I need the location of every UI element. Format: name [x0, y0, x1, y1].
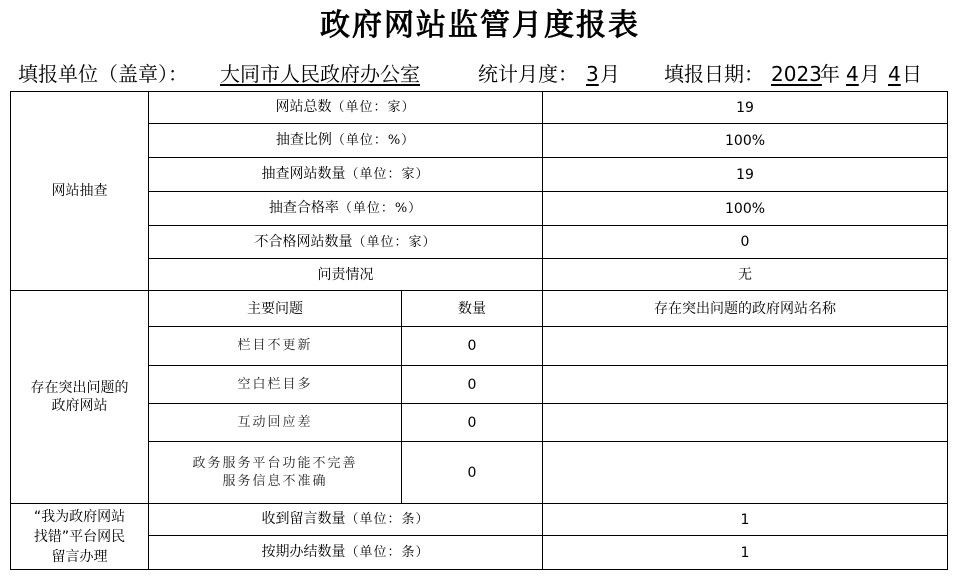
metric-unit: （单位：条） — [345, 545, 430, 560]
metric-label-cell — [149, 192, 543, 226]
metric-label-cell — [149, 158, 543, 192]
metric-value: 100% — [543, 124, 948, 158]
date-month-suffix: 月 — [860, 62, 880, 86]
issue-sites — [543, 404, 948, 442]
category-label: 政府网站 — [51, 398, 108, 414]
category-cell-issues — [11, 291, 149, 504]
issue-label-cell — [149, 442, 402, 504]
column-header-count: 数量 — [402, 291, 543, 327]
issue-label: 互动回应差 — [149, 404, 402, 442]
metric-label-cell — [149, 124, 543, 158]
table-row — [11, 442, 948, 504]
metric-unit: （单位：家） — [352, 234, 437, 250]
metric-value: 1 — [543, 536, 948, 570]
metric-unit: （单位：条） — [345, 512, 430, 527]
issue-count: 0 — [402, 404, 543, 442]
table-row — [11, 92, 948, 124]
table-row — [11, 404, 948, 442]
issue-count: 0 — [402, 327, 543, 366]
metric-label-cell — [149, 536, 543, 570]
metric-label: 按期办结数量 — [261, 544, 346, 560]
report-meta-line — [0, 60, 960, 88]
table-row — [11, 504, 948, 536]
issue-sites — [543, 327, 948, 366]
metric-label: 不合格网站数量 — [254, 233, 353, 250]
table-row — [11, 327, 948, 366]
category-cell-sampling — [11, 92, 149, 291]
month-value: 3 — [586, 62, 599, 86]
metric-label: 抽查网站数量 — [261, 166, 346, 182]
page-title: 政府网站监管月度报表 — [320, 8, 640, 43]
category-label: 找错”平台网民 — [33, 528, 126, 545]
category-cell-platform — [11, 504, 149, 570]
issue-label: 栏目不更新 — [149, 327, 402, 366]
metric-unit: （单位：家） — [331, 100, 416, 115]
date-year-suffix: 年 — [820, 62, 840, 86]
metric-value: 1 — [543, 504, 948, 536]
table-row — [11, 291, 948, 327]
metric-label: 网站总数 — [275, 99, 332, 115]
metric-unit: （单位：%） — [331, 133, 416, 148]
column-header-issue: 主要问题 — [149, 291, 402, 327]
month-label: 统计月度： — [478, 62, 578, 86]
metric-label-cell — [149, 259, 543, 291]
metric-label-cell — [149, 226, 543, 259]
issue-sites — [543, 442, 948, 504]
category-label: 网站抽查 — [51, 183, 108, 199]
metric-value: 0 — [543, 226, 948, 259]
issue-label: 服务信息不准确 — [222, 473, 328, 489]
table-row — [11, 124, 948, 158]
metric-label: 抽查比例 — [275, 132, 332, 148]
issue-count: 0 — [402, 442, 543, 504]
category-label: “我为政府网站 — [33, 508, 126, 525]
date-month: 4 — [846, 62, 859, 86]
report-table — [10, 91, 948, 570]
category-label: 存在突出问题的 — [30, 380, 129, 396]
unit-label: 填报单位（盖章）： — [18, 62, 188, 86]
metric-label: 抽查合格率 — [268, 200, 339, 216]
table-row — [11, 536, 948, 570]
month-suffix: 月 — [600, 62, 620, 86]
metric-label: 问责情况 — [317, 266, 374, 283]
metric-label: 收到留言数量 — [261, 511, 346, 527]
date-label: 填报日期： — [664, 62, 764, 86]
metric-value: 100% — [543, 192, 948, 226]
metric-value: 19 — [543, 92, 948, 124]
metric-value: 无 — [543, 259, 948, 291]
metric-label-cell — [149, 504, 543, 536]
metric-unit: （单位：%） — [338, 201, 423, 216]
table-row — [11, 192, 948, 226]
table-row — [11, 158, 948, 192]
metric-label-cell — [149, 92, 543, 124]
metric-value: 19 — [543, 158, 948, 192]
date-day: 4 — [888, 62, 901, 86]
issue-label: 空白栏目多 — [149, 366, 402, 404]
table-row — [11, 259, 948, 291]
unit-value: 大同市人民政府办公室 — [220, 62, 420, 86]
column-header-sites: 存在突出问题的政府网站名称 — [543, 291, 948, 327]
issue-label: 政务服务平台功能不完善 — [192, 455, 358, 471]
issue-count: 0 — [402, 366, 543, 404]
table-row — [11, 366, 948, 404]
table-row — [11, 226, 948, 259]
date-year: 2023 — [771, 62, 822, 86]
metric-unit: （单位：家） — [345, 167, 430, 182]
date-day-suffix: 日 — [902, 62, 922, 86]
category-label: 留言办理 — [51, 548, 108, 565]
issue-sites — [543, 366, 948, 404]
